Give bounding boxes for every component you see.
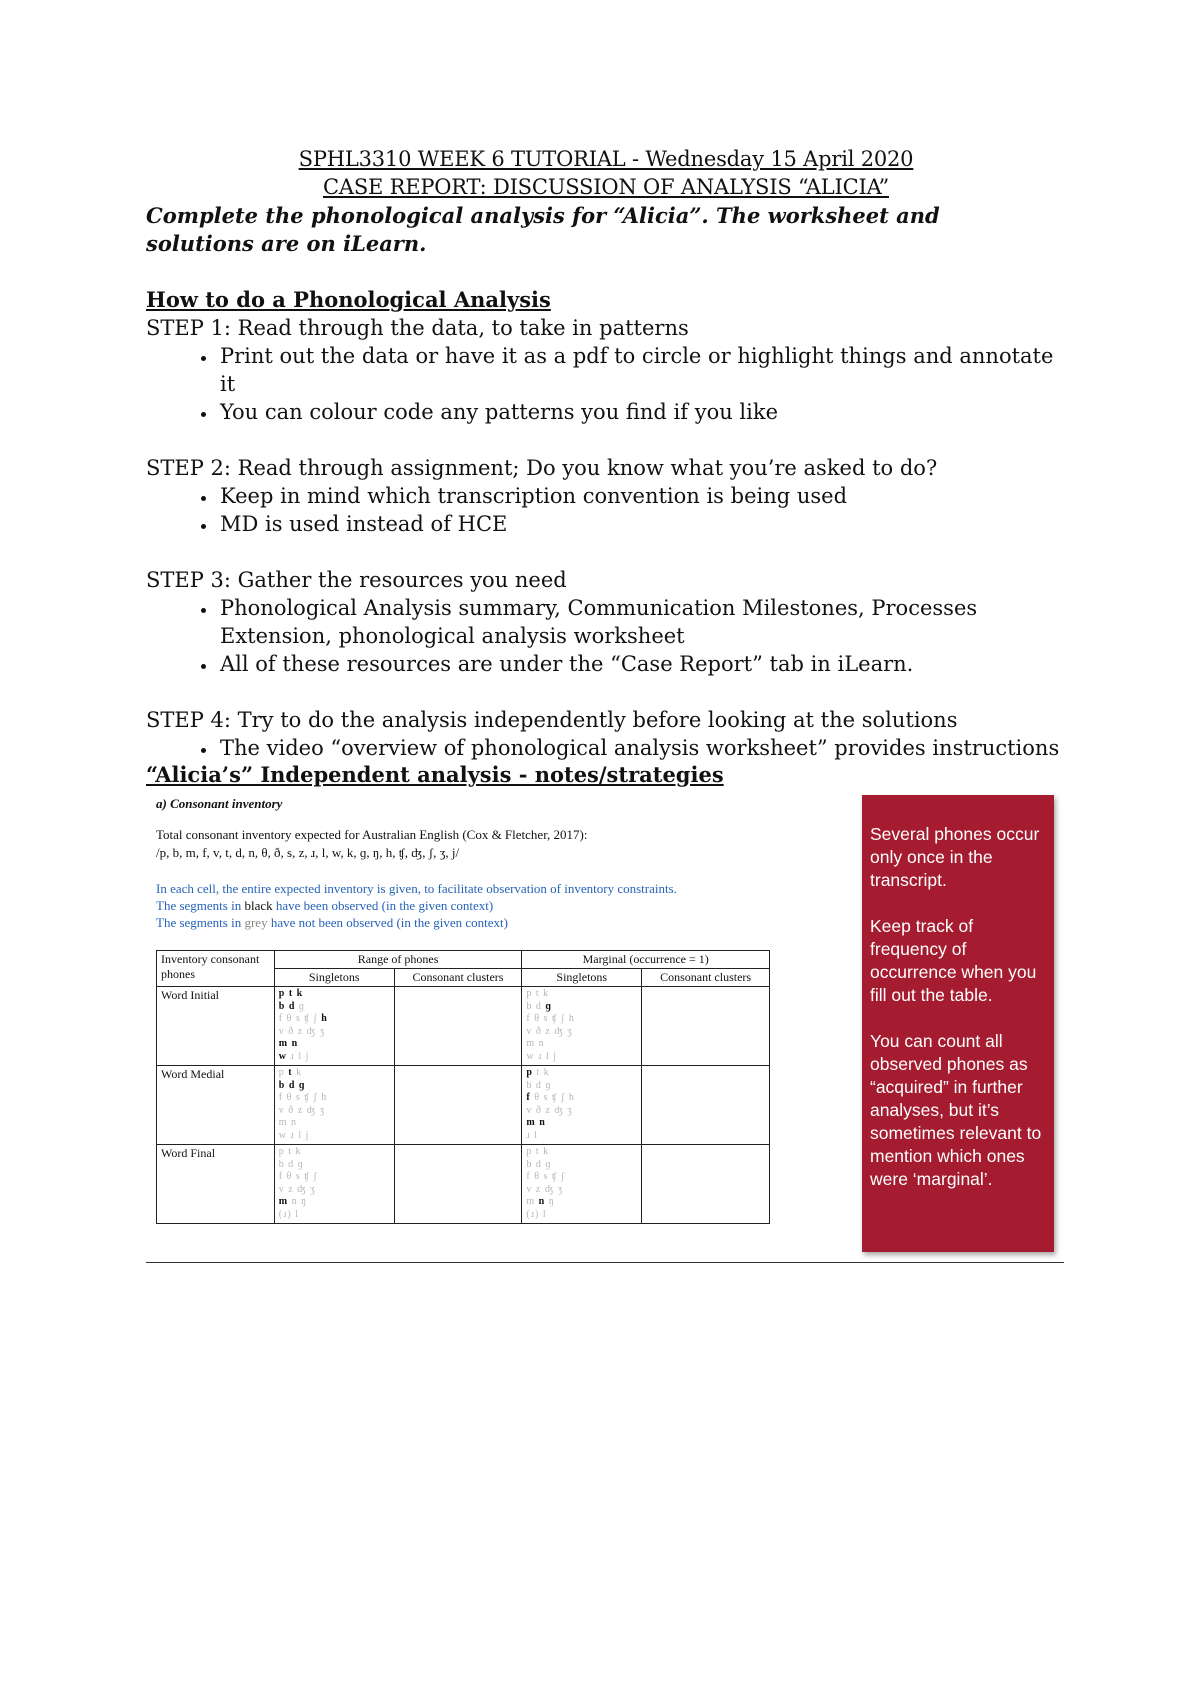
step-2-bullet-2: • MD is used instead of HCE	[218, 510, 1066, 538]
cell-medial-marginal-clusters	[642, 1066, 770, 1145]
step-1-bullet-1: • Print out the data or have it as a pdf to circle or highlight things and annotate it	[218, 342, 1066, 398]
callout-box	[862, 795, 1054, 1252]
step-1-label: STEP 1: Read through the data, to take in patterns	[146, 316, 689, 340]
note-grey-word: grey	[244, 915, 268, 930]
note-line-1: In each cell, the entire expected inventory is given, to facilitate observation of inventory constraints.	[156, 881, 677, 896]
step-4-bullet-1: • The video “overview of phonological analysis worksheet” provides instructions	[218, 734, 1066, 762]
figure-notes	[156, 880, 776, 931]
note-line-2	[156, 897, 776, 914]
cell-final-range: p t k b d ɡ f θ s ʧ ʃ v z ʤ ʒ m n ŋ (ɹ) l	[274, 1145, 394, 1224]
cell-medial-marginal: p t k b d ɡ f θ s ʧ ʃ h v ð z ʤ ʒ m n ɹ l	[522, 1066, 642, 1145]
note-line-3-a: The segments in	[156, 915, 245, 930]
table-row	[157, 1066, 770, 1145]
subheader-singletons: Singletons	[274, 969, 394, 987]
cell-final-marginal-clusters	[642, 1145, 770, 1224]
step-3-label: STEP 3: Gather the resources you need	[146, 568, 567, 592]
callout-p1: Several phones occur only once in the transcript.	[870, 824, 1040, 890]
inventory-block	[156, 826, 776, 862]
worksheet-figure	[146, 796, 786, 1256]
cell-initial-clusters	[394, 987, 522, 1066]
analysis-heading: “Alicia’s” Independent analysis - notes/strategies	[146, 762, 724, 787]
row-label-initial: Word Initial	[157, 987, 275, 1066]
table-row	[157, 1145, 770, 1224]
step-3-bullet-2: • All of these resources are under the “Case Report” tab in iLearn.	[218, 650, 1066, 678]
step-2-label: STEP 2: Read through assignment; Do you know what you’re asked to do?	[146, 456, 938, 480]
step-3-bullets	[146, 594, 1066, 678]
step-1-bullets	[146, 342, 1066, 426]
title-line-1: SPHL3310 WEEK 6 TUTORIAL - Wednesday 15 April 2020	[298, 147, 914, 171]
horizontal-rule	[146, 1262, 1064, 1263]
header-marginal: Marginal (occurrence = 1)	[522, 951, 770, 969]
note-line-2-a: The segments in	[156, 898, 245, 913]
step-4-bullets	[146, 734, 1066, 762]
cell-initial-marginal: p t k b d ɡ f θ s ʧ ʃ h v ð z ʤ ʒ m n w ɹ l j	[522, 987, 642, 1066]
note-line-3	[156, 914, 776, 931]
cell-final-clusters	[394, 1145, 522, 1224]
subheader-clusters-marginal: Consonant clusters	[642, 969, 770, 987]
step-4-label: STEP 4: Try to do the analysis independently before looking at the solutions	[146, 708, 958, 732]
step-2-bullets	[146, 482, 1066, 538]
cell-medial-clusters	[394, 1066, 522, 1145]
howto-heading: How to do a Phonological Analysis	[146, 287, 551, 312]
table-corner: Inventory consonant phones	[157, 951, 275, 987]
steps-body	[146, 314, 1066, 762]
cell-initial-range: p t k b d ɡ f θ s ʧ ʃ h v ð z ʤ ʒ m n w ɹ l j	[274, 987, 394, 1066]
inventory-list: /p, b, m, f, v, t, d, n, θ, ð, s, z, ɹ, l, w, k, ɡ, ŋ, h, ʧ, ʤ, ʃ, ʒ, j/	[156, 845, 460, 860]
cell-final-marginal: p t k b d ɡ f θ s ʧ ʃ v z ʤ ʒ m n ŋ (ɹ) l	[522, 1145, 642, 1224]
row-label-medial: Word Medial	[157, 1066, 275, 1145]
callout-p2: Keep track of frequency of occurrence when you fill out the table.	[870, 916, 1037, 1005]
header-range: Range of phones	[274, 951, 522, 969]
subheader-singletons-marginal: Singletons	[522, 969, 642, 987]
cell-initial-marginal-clusters	[642, 987, 770, 1066]
title-line-2: CASE REPORT: DISCUSSION OF ANALYSIS “ALICIA”	[322, 175, 889, 199]
table-row	[157, 987, 770, 1066]
subheader-clusters: Consonant clusters	[394, 969, 522, 987]
step-3-bullet-1: • Phonological Analysis summary, Communication Milestones, Processes Extension, phonological analysis worksheet	[218, 594, 1066, 650]
row-label-final: Word Final	[157, 1145, 275, 1224]
note-line-3-c: have not been observed (in the given context)	[267, 915, 508, 930]
cell-medial-range: p t k b d ɡ f θ s ʧ ʃ h v ð z ʤ ʒ m n w ɹ l j	[274, 1066, 394, 1145]
figure-heading: a) Consonant inventory	[156, 796, 283, 811]
intro-text: Complete the phonological analysis for “Alicia”. The worksheet and solutions are on iLearn.	[146, 203, 940, 256]
callout-p3: You can count all observed phones as “acquired” in further analyses, but it’s sometimes relevant to mention which ones were ‘marginal’.	[870, 1031, 1042, 1189]
step-1-bullet-2: • You can colour code any patterns you find if you like	[218, 398, 1066, 426]
step-2-bullet-1: • Keep in mind which transcription convention is being used	[218, 482, 1066, 510]
note-line-2-c: have been observed (in the given context)	[272, 898, 494, 913]
inventory-table	[156, 950, 770, 1224]
note-black-word: black	[244, 898, 273, 913]
inventory-label: Total consonant inventory expected for Australian English (Cox & Fletcher, 2017):	[156, 827, 588, 842]
